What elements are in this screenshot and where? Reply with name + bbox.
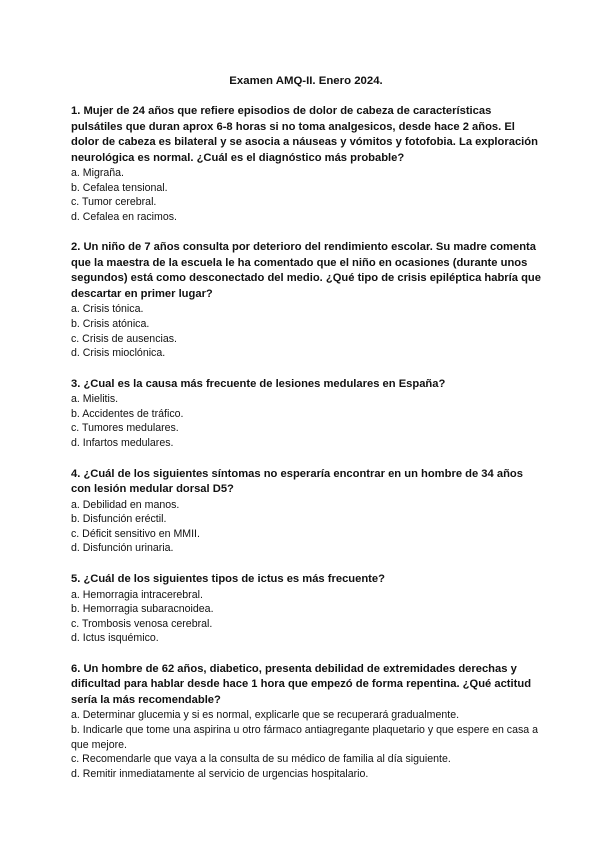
answer-option: b. Accidentes de tráfico. bbox=[71, 407, 184, 420]
question-5 bbox=[71, 572, 541, 646]
answer-option: b. Hemorragia subaracnoidea. bbox=[71, 603, 214, 616]
answer-option: d. Ictus isquémico. bbox=[71, 632, 159, 645]
answer-option: c. Recomendarle que vaya a la consulta de su médico de familia al día siguiente. bbox=[71, 753, 451, 766]
answer-option: d. Cefalea en racimos. bbox=[71, 210, 177, 223]
question-3 bbox=[71, 377, 541, 451]
answer-option: b. Disfunción eréctil. bbox=[71, 513, 167, 526]
answer-option: a. Hemorragia intracerebral. bbox=[71, 588, 203, 601]
answer-option: b. Crisis atónica. bbox=[71, 317, 150, 330]
answer-option: d. Disfunción urinaria. bbox=[71, 542, 174, 555]
answer-option: a. Mielitis. bbox=[71, 393, 119, 406]
answer-option: a. Determinar glucemia y si es normal, explicarle que se recuperará gradualmente. bbox=[71, 709, 460, 722]
answer-option: c. Tumor cerebral. bbox=[71, 196, 157, 209]
answer-option: d. Infartos medulares. bbox=[71, 437, 174, 450]
exam-title: Examen AMQ-II. Enero 2024. bbox=[229, 75, 383, 87]
exam-document bbox=[71, 74, 541, 797]
question-text: 6. Un hombre de 62 años, diabetico, presenta debilidad de extremidades derechas y dificultad para hablar desde hace 1 hora que empezó de forma repentina. ¿Qué actitud sería la más recomendable? bbox=[71, 662, 532, 706]
answer-option: c. Déficit sensitivo en MMII. bbox=[71, 527, 200, 540]
question-text: 5. ¿Cuál de los siguientes tipos de ictus es más frecuente? bbox=[71, 573, 385, 585]
answer-option: a. Debilidad en manos. bbox=[71, 498, 180, 511]
question-text: 2. Un niño de 7 años consulta por deterioro del rendimiento escolar. Su madre comenta que la maestra de la escuela le ha comentado que el niño en ocasiones (durante unos segundos) está como desconectado del medio. ¿Qué tipo de crisis epiléptica habría que descartar en primer lugar? bbox=[71, 241, 541, 300]
answer-option: b. Cefalea tensional. bbox=[71, 181, 168, 194]
answer-option: c. Trombosis venosa cerebral. bbox=[71, 617, 213, 630]
answer-option: a. Migraña. bbox=[71, 167, 124, 179]
answer-option: c. Tumores medulares. bbox=[71, 422, 179, 435]
answer-option: d. Crisis mioclónica. bbox=[71, 347, 166, 360]
answer-option: a. Crisis tónica. bbox=[71, 303, 144, 316]
question-4 bbox=[71, 467, 541, 556]
answer-option: b. Indicarle que tome una aspirina u otro fármaco antiagregante plaquetario y que espere en casa a que mejore. bbox=[71, 723, 539, 751]
answer-option: c. Crisis de ausencias. bbox=[71, 332, 177, 345]
question-text: 4. ¿Cuál de los siguientes síntomas no esperaría encontrar en un hombre de 34 años con lesión medular dorsal D5? bbox=[71, 467, 523, 496]
question-1 bbox=[71, 104, 541, 224]
question-text: 1. Mujer de 24 años que refiere episodios de dolor de cabeza de características pulsátiles que duran aprox 6-8 horas si no toma analgesicos, desde hace 2 años. El dolor de cabeza es bilateral y se asocia a náuseas y vómitos y fotofobia. La exploración neurológica es normal. ¿Cuál es el diagnóstico más probable? bbox=[71, 105, 538, 164]
question-text: 3. ¿Cual es la causa más frecuente de lesiones medulares en España? bbox=[71, 377, 446, 390]
question-2 bbox=[71, 240, 541, 360]
answer-option: d. Remitir inmediatamente al servicio de urgencias hospitalario. bbox=[71, 767, 369, 780]
question-6 bbox=[71, 662, 541, 781]
